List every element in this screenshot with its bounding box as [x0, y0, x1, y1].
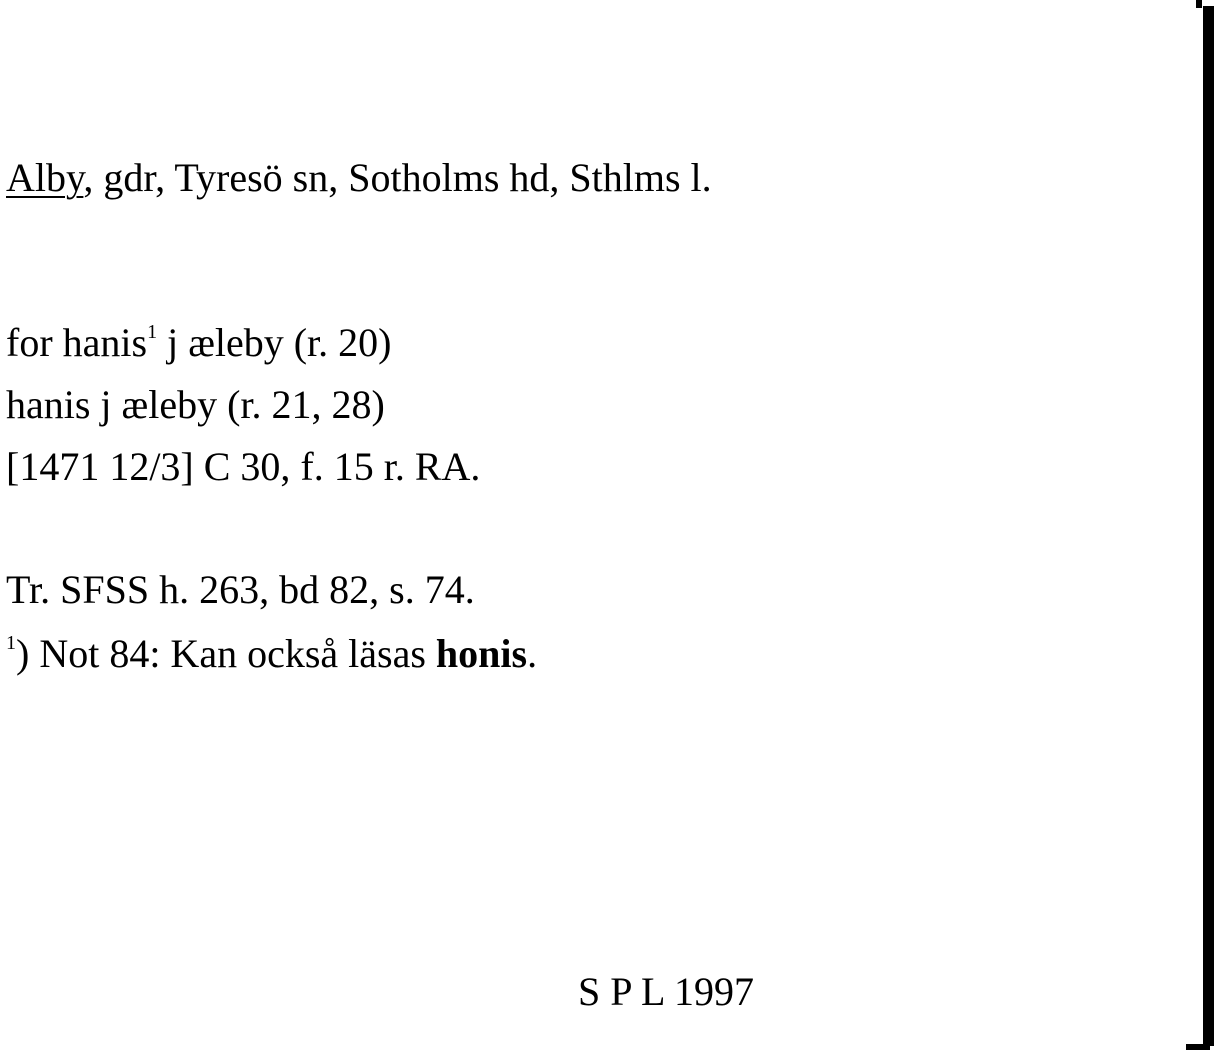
card-right-edge [1203, 6, 1214, 1046]
footnote-text: ) Not 84: Kan också läsas [16, 631, 436, 676]
footnote [6, 630, 537, 685]
footnote-bold-word: honis [435, 631, 528, 676]
headword: Alby [6, 155, 84, 200]
form-1-text-after: j æleby (r. 20) [157, 320, 392, 365]
card-edge-bottom-mark [1186, 1044, 1210, 1050]
attested-form-2: hanis j æleby (r. 21, 28) [6, 382, 385, 427]
print-reference: Tr. SFSS h. 263, bd 82, s. 74. [6, 567, 475, 612]
card-heading [6, 154, 712, 202]
signature: S P L 1997 [578, 969, 754, 1014]
source-reference: [1471 12/3] C 30, f. 15 r. RA. [6, 444, 481, 489]
footnote-end: . [527, 631, 538, 676]
footnote-mark: 1 [6, 632, 16, 654]
heading-details: , gdr, Tyresö sn, Sotholms hd, Sthlms l. [83, 155, 712, 200]
attested-form-1 [6, 319, 392, 374]
form-1-text-before: for hanis [6, 320, 148, 365]
footnote-reference-mark: 1 [147, 321, 158, 343]
card-edge-top-mark [1196, 0, 1202, 8]
